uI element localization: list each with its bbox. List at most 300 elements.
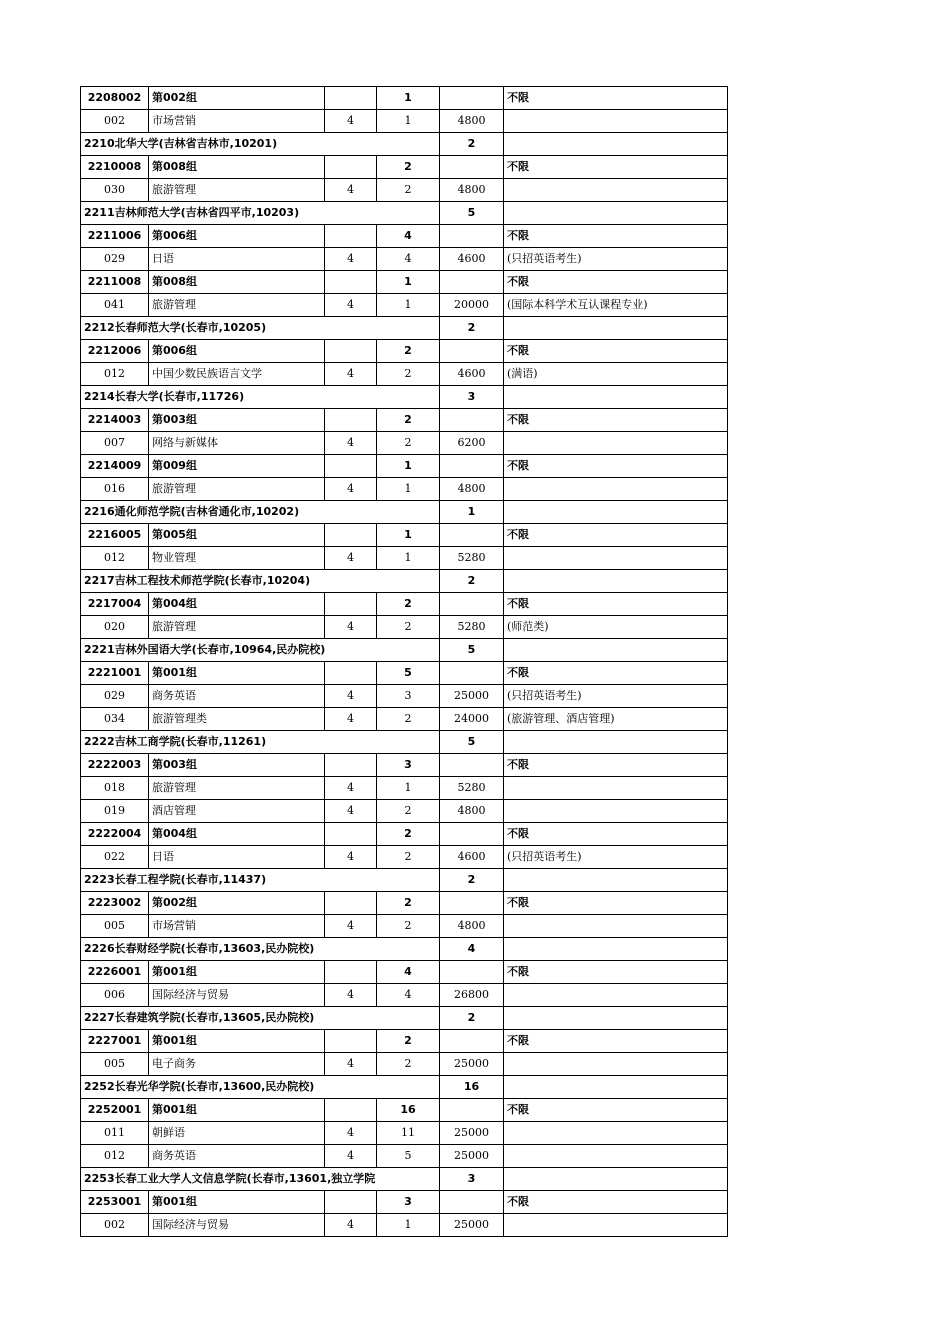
major-years: 4: [325, 363, 377, 386]
group-row: [81, 156, 728, 179]
empty-cell: [325, 1030, 377, 1053]
major-code: 005: [81, 915, 149, 938]
school-plan-count: 2: [440, 317, 504, 340]
empty-cell: [440, 1030, 504, 1053]
empty-cell: [440, 754, 504, 777]
group-code: 2211008: [81, 271, 149, 294]
major-name: 旅游管理: [149, 777, 325, 800]
empty-cell: [325, 225, 377, 248]
empty-cell: [325, 892, 377, 915]
major-name: 电子商务: [149, 1053, 325, 1076]
group-subject-requirement: 不限: [504, 1191, 728, 1214]
major-code: 022: [81, 846, 149, 869]
school-row: [81, 133, 728, 156]
empty-cell: [504, 570, 728, 593]
major-code: 005: [81, 1053, 149, 1076]
school-name: 2223长春工程学院(长春市,11437): [81, 869, 440, 892]
major-years: 4: [325, 1053, 377, 1076]
major-name: 中国少数民族语言文学: [149, 363, 325, 386]
group-name: 第004组: [149, 823, 325, 846]
school-name: 2210北华大学(吉林省吉林市,10201): [81, 133, 440, 156]
group-row: [81, 87, 728, 110]
major-code: 002: [81, 1214, 149, 1237]
group-subject-requirement: 不限: [504, 524, 728, 547]
school-row: [81, 869, 728, 892]
school-name: 2226长春财经学院(长春市,13603,民办院校): [81, 938, 440, 961]
group-row: [81, 662, 728, 685]
major-row: [81, 363, 728, 386]
group-row: [81, 1030, 728, 1053]
major-tuition: 4800: [440, 179, 504, 202]
school-row: [81, 1007, 728, 1030]
empty-cell: [504, 317, 728, 340]
major-years: 4: [325, 179, 377, 202]
table-body: [81, 87, 728, 1237]
group-subject-requirement: 不限: [504, 455, 728, 478]
empty-cell: [325, 961, 377, 984]
major-years: 4: [325, 248, 377, 271]
major-years: 4: [325, 915, 377, 938]
major-plan-count: 1: [377, 547, 440, 570]
major-years: 4: [325, 846, 377, 869]
empty-cell: [325, 524, 377, 547]
empty-cell: [325, 754, 377, 777]
major-code: 041: [81, 294, 149, 317]
major-years: 4: [325, 432, 377, 455]
group-plan-count: 2: [377, 593, 440, 616]
empty-cell: [440, 225, 504, 248]
group-code: 2210008: [81, 156, 149, 179]
group-subject-requirement: 不限: [504, 961, 728, 984]
major-name: 商务英语: [149, 1145, 325, 1168]
empty-cell: [440, 823, 504, 846]
school-name: 2216通化师范学院(吉林省通化市,10202): [81, 501, 440, 524]
major-name: 旅游管理: [149, 294, 325, 317]
group-name: 第001组: [149, 1030, 325, 1053]
group-plan-count: 5: [377, 662, 440, 685]
major-tuition: 6200: [440, 432, 504, 455]
group-row: [81, 961, 728, 984]
group-row: [81, 225, 728, 248]
group-name: 第001组: [149, 1099, 325, 1122]
school-row: [81, 202, 728, 225]
major-code: 029: [81, 685, 149, 708]
major-plan-count: 1: [377, 294, 440, 317]
school-row: [81, 1168, 728, 1191]
major-tuition: 4600: [440, 248, 504, 271]
group-code: 2217004: [81, 593, 149, 616]
group-code: 2214009: [81, 455, 149, 478]
group-plan-count: 1: [377, 455, 440, 478]
major-name: 网络与新媒体: [149, 432, 325, 455]
major-name: 商务英语: [149, 685, 325, 708]
group-plan-count: 16: [377, 1099, 440, 1122]
school-plan-count: 5: [440, 202, 504, 225]
major-plan-count: 1: [377, 777, 440, 800]
group-subject-requirement: 不限: [504, 87, 728, 110]
group-name: 第002组: [149, 892, 325, 915]
group-plan-count: 2: [377, 823, 440, 846]
major-name: 旅游管理类: [149, 708, 325, 731]
major-row: [81, 248, 728, 271]
major-code: 006: [81, 984, 149, 1007]
group-plan-count: 2: [377, 892, 440, 915]
empty-cell: [325, 87, 377, 110]
major-years: 4: [325, 478, 377, 501]
major-code: 029: [81, 248, 149, 271]
major-code: 012: [81, 1145, 149, 1168]
major-row: [81, 294, 728, 317]
major-note: (只招英语考生): [504, 685, 728, 708]
major-plan-count: 2: [377, 708, 440, 731]
empty-cell: [440, 409, 504, 432]
major-code: 016: [81, 478, 149, 501]
major-years: 4: [325, 616, 377, 639]
major-row: [81, 1053, 728, 1076]
empty-cell: [325, 271, 377, 294]
major-tuition: 5280: [440, 616, 504, 639]
group-name: 第003组: [149, 754, 325, 777]
school-name: 2222吉林工商学院(长春市,11261): [81, 731, 440, 754]
empty-cell: [440, 455, 504, 478]
major-row: [81, 616, 728, 639]
group-code: 2216005: [81, 524, 149, 547]
major-name: 日语: [149, 248, 325, 271]
major-name: 市场营销: [149, 915, 325, 938]
group-subject-requirement: 不限: [504, 823, 728, 846]
group-name: 第006组: [149, 225, 325, 248]
group-plan-count: 2: [377, 340, 440, 363]
major-row: [81, 478, 728, 501]
empty-cell: [440, 662, 504, 685]
group-subject-requirement: 不限: [504, 156, 728, 179]
group-name: 第001组: [149, 662, 325, 685]
major-row: [81, 179, 728, 202]
empty-cell: [440, 156, 504, 179]
major-note: [504, 1122, 728, 1145]
school-row: [81, 501, 728, 524]
empty-cell: [504, 1007, 728, 1030]
school-row: [81, 639, 728, 662]
major-years: 4: [325, 800, 377, 823]
major-note: [504, 179, 728, 202]
major-plan-count: 5: [377, 1145, 440, 1168]
major-plan-count: 2: [377, 1053, 440, 1076]
empty-cell: [325, 1191, 377, 1214]
major-name: 国际经济与贸易: [149, 1214, 325, 1237]
major-years: 4: [325, 708, 377, 731]
major-tuition: 4800: [440, 478, 504, 501]
major-tuition: 4800: [440, 800, 504, 823]
empty-cell: [440, 892, 504, 915]
group-subject-requirement: 不限: [504, 340, 728, 363]
major-code: 020: [81, 616, 149, 639]
group-subject-requirement: 不限: [504, 754, 728, 777]
major-row: [81, 846, 728, 869]
major-code: 019: [81, 800, 149, 823]
major-name: 旅游管理: [149, 179, 325, 202]
major-tuition: 5280: [440, 777, 504, 800]
major-name: 旅游管理: [149, 478, 325, 501]
group-plan-count: 1: [377, 271, 440, 294]
group-code: 2222003: [81, 754, 149, 777]
group-name: 第008组: [149, 156, 325, 179]
major-row: [81, 110, 728, 133]
major-tuition: 25000: [440, 685, 504, 708]
major-row: [81, 685, 728, 708]
major-years: 4: [325, 294, 377, 317]
group-row: [81, 271, 728, 294]
group-row: [81, 823, 728, 846]
school-row: [81, 386, 728, 409]
group-subject-requirement: 不限: [504, 271, 728, 294]
group-row: [81, 593, 728, 616]
major-tuition: 20000: [440, 294, 504, 317]
school-plan-count: 5: [440, 731, 504, 754]
major-code: 002: [81, 110, 149, 133]
empty-cell: [440, 87, 504, 110]
major-code: 012: [81, 547, 149, 570]
major-row: [81, 984, 728, 1007]
major-tuition: 5280: [440, 547, 504, 570]
empty-cell: [504, 386, 728, 409]
school-plan-count: 3: [440, 1168, 504, 1191]
school-name: 2211吉林师范大学(吉林省四平市,10203): [81, 202, 440, 225]
major-tuition: 26800: [440, 984, 504, 1007]
group-code: 2221001: [81, 662, 149, 685]
school-name: 2217吉林工程技术师范学院(长春市,10204): [81, 570, 440, 593]
major-note: [504, 432, 728, 455]
major-row: [81, 777, 728, 800]
major-code: 030: [81, 179, 149, 202]
empty-cell: [440, 340, 504, 363]
school-name: 2253长春工业大学人文信息学院(长春市,13601,独立学院: [81, 1168, 440, 1191]
major-name: 旅游管理: [149, 616, 325, 639]
group-name: 第004组: [149, 593, 325, 616]
major-years: 4: [325, 1214, 377, 1237]
major-years: 4: [325, 777, 377, 800]
group-name: 第006组: [149, 340, 325, 363]
group-name: 第009组: [149, 455, 325, 478]
major-plan-count: 4: [377, 248, 440, 271]
school-name: 2212长春师范大学(长春市,10205): [81, 317, 440, 340]
major-note: [504, 800, 728, 823]
major-code: 034: [81, 708, 149, 731]
major-note: [504, 1145, 728, 1168]
empty-cell: [504, 202, 728, 225]
major-row: [81, 915, 728, 938]
group-code: 2212006: [81, 340, 149, 363]
major-tuition: 25000: [440, 1053, 504, 1076]
group-name: 第008组: [149, 271, 325, 294]
group-row: [81, 524, 728, 547]
school-row: [81, 731, 728, 754]
group-row: [81, 409, 728, 432]
group-code: 2226001: [81, 961, 149, 984]
school-name: 2214长春大学(长春市,11726): [81, 386, 440, 409]
group-plan-count: 4: [377, 225, 440, 248]
major-plan-count: 1: [377, 110, 440, 133]
school-row: [81, 1076, 728, 1099]
group-subject-requirement: 不限: [504, 593, 728, 616]
major-tuition: 4600: [440, 363, 504, 386]
group-code: 2252001: [81, 1099, 149, 1122]
major-name: 市场营销: [149, 110, 325, 133]
major-note: (只招英语考生): [504, 846, 728, 869]
empty-cell: [440, 593, 504, 616]
major-name: 物业管理: [149, 547, 325, 570]
major-row: [81, 800, 728, 823]
empty-cell: [440, 1099, 504, 1122]
group-row: [81, 1191, 728, 1214]
major-tuition: 25000: [440, 1214, 504, 1237]
school-plan-count: 1: [440, 501, 504, 524]
empty-cell: [440, 271, 504, 294]
major-tuition: 4800: [440, 915, 504, 938]
major-note: [504, 984, 728, 1007]
empty-cell: [440, 1191, 504, 1214]
major-code: 012: [81, 363, 149, 386]
school-plan-count: 2: [440, 133, 504, 156]
major-plan-count: 1: [377, 478, 440, 501]
major-plan-count: 2: [377, 846, 440, 869]
major-code: 018: [81, 777, 149, 800]
group-subject-requirement: 不限: [504, 892, 728, 915]
major-years: 4: [325, 547, 377, 570]
group-code: 2214003: [81, 409, 149, 432]
major-tuition: 25000: [440, 1122, 504, 1145]
group-plan-count: 3: [377, 1191, 440, 1214]
major-tuition: 24000: [440, 708, 504, 731]
major-years: 4: [325, 110, 377, 133]
major-years: 4: [325, 685, 377, 708]
group-subject-requirement: 不限: [504, 409, 728, 432]
major-note: [504, 110, 728, 133]
major-plan-count: 2: [377, 915, 440, 938]
major-row: [81, 432, 728, 455]
major-row: [81, 708, 728, 731]
group-plan-count: 4: [377, 961, 440, 984]
major-plan-count: 2: [377, 179, 440, 202]
group-row: [81, 455, 728, 478]
group-subject-requirement: 不限: [504, 225, 728, 248]
major-plan-count: 3: [377, 685, 440, 708]
group-name: 第002组: [149, 87, 325, 110]
group-row: [81, 340, 728, 363]
major-note: (只招英语考生): [504, 248, 728, 271]
school-name: 2252长春光华学院(长春市,13600,民办院校): [81, 1076, 440, 1099]
group-name: 第001组: [149, 1191, 325, 1214]
school-row: [81, 317, 728, 340]
empty-cell: [504, 133, 728, 156]
major-plan-count: 2: [377, 800, 440, 823]
major-tuition: 25000: [440, 1145, 504, 1168]
major-plan-count: 2: [377, 432, 440, 455]
group-plan-count: 2: [377, 1030, 440, 1053]
major-note: [504, 1214, 728, 1237]
group-plan-count: 1: [377, 524, 440, 547]
major-plan-count: 2: [377, 616, 440, 639]
major-years: 4: [325, 1122, 377, 1145]
major-note: [504, 547, 728, 570]
school-name: 2221吉林外国语大学(长春市,10964,民办院校): [81, 639, 440, 662]
major-name: 酒店管理: [149, 800, 325, 823]
group-row: [81, 1099, 728, 1122]
school-plan-count: 5: [440, 639, 504, 662]
school-plan-count: 2: [440, 869, 504, 892]
group-plan-count: 2: [377, 409, 440, 432]
group-code: 2208002: [81, 87, 149, 110]
major-tuition: 4800: [440, 110, 504, 133]
empty-cell: [325, 823, 377, 846]
group-code: 2222004: [81, 823, 149, 846]
school-name: 2227长春建筑学院(长春市,13605,民办院校): [81, 1007, 440, 1030]
empty-cell: [325, 662, 377, 685]
group-subject-requirement: 不限: [504, 662, 728, 685]
group-name: 第003组: [149, 409, 325, 432]
school-plan-count: 2: [440, 1007, 504, 1030]
school-plan-count: 2: [440, 570, 504, 593]
empty-cell: [504, 869, 728, 892]
major-years: 4: [325, 984, 377, 1007]
major-plan-count: 11: [377, 1122, 440, 1145]
empty-cell: [325, 455, 377, 478]
major-plan-count: 4: [377, 984, 440, 1007]
major-row: [81, 1214, 728, 1237]
school-row: [81, 570, 728, 593]
major-note: (旅游管理、酒店管理): [504, 708, 728, 731]
group-code: 2227001: [81, 1030, 149, 1053]
empty-cell: [325, 593, 377, 616]
school-plan-count: 3: [440, 386, 504, 409]
group-code: 2223002: [81, 892, 149, 915]
empty-cell: [325, 340, 377, 363]
empty-cell: [504, 1076, 728, 1099]
major-note: (满语): [504, 363, 728, 386]
major-note: [504, 915, 728, 938]
major-code: 011: [81, 1122, 149, 1145]
group-name: 第001组: [149, 961, 325, 984]
empty-cell: [504, 731, 728, 754]
major-plan-count: 2: [377, 363, 440, 386]
major-row: [81, 1122, 728, 1145]
major-name: 日语: [149, 846, 325, 869]
school-plan-count: 16: [440, 1076, 504, 1099]
group-plan-count: 1: [377, 87, 440, 110]
empty-cell: [504, 1168, 728, 1191]
major-note: [504, 777, 728, 800]
major-code: 007: [81, 432, 149, 455]
major-plan-count: 1: [377, 1214, 440, 1237]
major-note: (师范类): [504, 616, 728, 639]
group-row: [81, 754, 728, 777]
group-code: 2211006: [81, 225, 149, 248]
group-plan-count: 2: [377, 156, 440, 179]
major-row: [81, 1145, 728, 1168]
school-row: [81, 938, 728, 961]
group-subject-requirement: 不限: [504, 1099, 728, 1122]
group-row: [81, 892, 728, 915]
major-tuition: 4600: [440, 846, 504, 869]
empty-cell: [504, 938, 728, 961]
empty-cell: [440, 524, 504, 547]
group-name: 第005组: [149, 524, 325, 547]
school-plan-count: 4: [440, 938, 504, 961]
group-subject-requirement: 不限: [504, 1030, 728, 1053]
major-note: [504, 1053, 728, 1076]
empty-cell: [504, 639, 728, 662]
major-name: 朝鲜语: [149, 1122, 325, 1145]
